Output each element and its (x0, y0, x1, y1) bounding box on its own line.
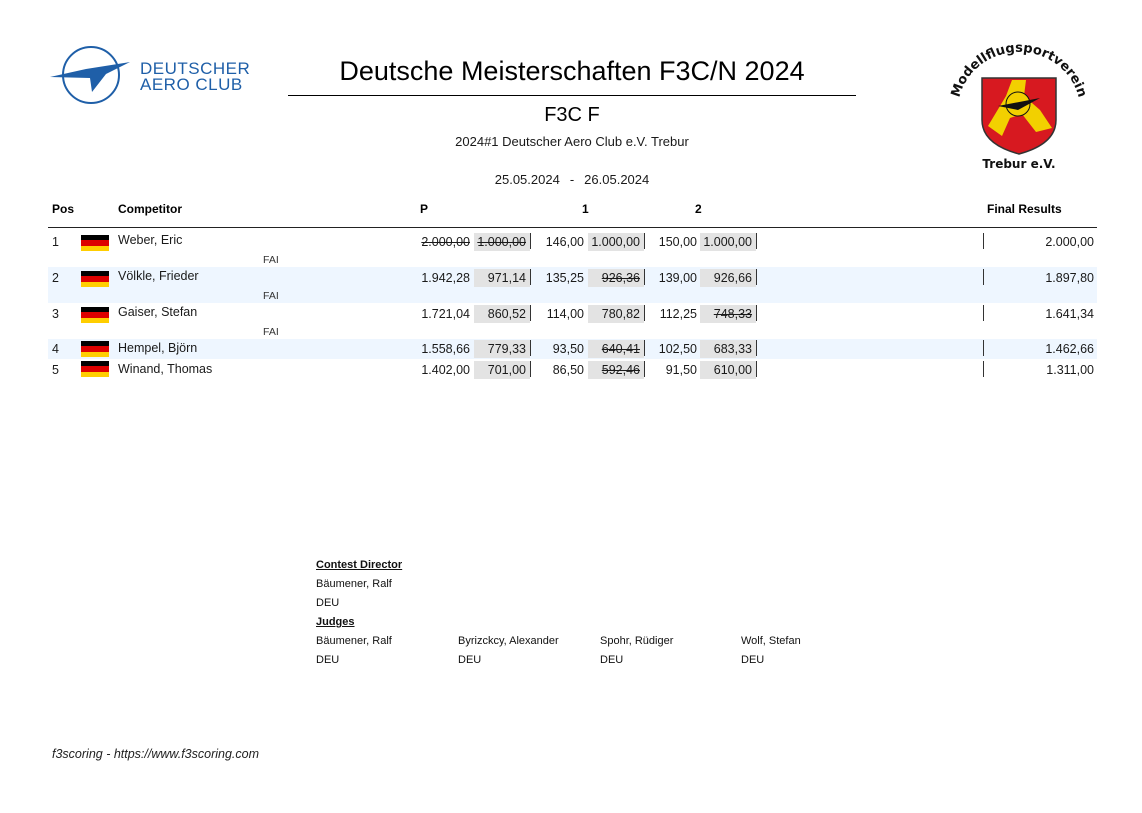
club-crest-icon (944, 40, 1094, 175)
table-row (48, 303, 1097, 339)
competitor-name: Winand, Thomas (118, 362, 213, 376)
r1-raw: 93,50 (552, 342, 584, 356)
contest-director-label: Contest Director (316, 559, 403, 571)
judge-country: DEU (741, 654, 765, 666)
r1-norm: 1.000,00 (588, 233, 644, 251)
r2-norm: 926,66 (700, 269, 756, 287)
table-row (48, 231, 1097, 267)
r2-raw: 91,50 (665, 363, 697, 377)
competitor-fai: FAI (263, 290, 279, 302)
director-name: Bäumener, Ralf (316, 578, 392, 590)
final-result: 1.641,34 (1045, 307, 1094, 321)
title-underline (288, 95, 856, 96)
dac-logo-line1: DEUTSCHER (140, 59, 251, 78)
club-logo-top-text: Modellflugsportverein (948, 40, 1090, 100)
r2-norm: 1.000,00 (700, 233, 756, 251)
date-end: 26.05.2024 (584, 172, 650, 187)
p-norm: 1.000,00 (474, 233, 530, 251)
r2-raw: 112,25 (659, 307, 697, 321)
judge-name: Wolf, Stefan (741, 635, 801, 647)
date-separator: - (569, 172, 575, 187)
germany-flag-icon (81, 341, 109, 357)
r1-norm: 780,82 (588, 305, 644, 323)
row-pos: 5 (52, 363, 59, 377)
judge-country: DEU (458, 654, 482, 666)
final-result: 1.311,00 (1046, 363, 1094, 377)
p-norm: 971,14 (474, 269, 530, 287)
club-logo (944, 40, 1094, 175)
dac-eagle-icon (46, 44, 136, 106)
final-result: 1.462,66 (1045, 342, 1094, 356)
class-title: F3C F (544, 104, 600, 126)
p-norm: 701,00 (474, 361, 530, 379)
row-pos: 3 (52, 307, 59, 321)
r2-norm: 683,33 (700, 340, 756, 358)
header-final: Final Results (987, 202, 1062, 216)
competitor-fai: FAI (263, 326, 279, 338)
r2-norm: 748,33 (700, 305, 756, 323)
r1-norm: 640,41 (588, 340, 644, 358)
germany-flag-icon (81, 361, 109, 377)
r1-raw: 86,50 (552, 363, 584, 377)
p-raw: 1.942,28 (421, 271, 470, 285)
header-competitor: Competitor (118, 202, 182, 216)
footer-credit[interactable]: f3scoring - https://www.f3scoring.com (52, 747, 260, 761)
competitor-name: Hempel, Björn (118, 341, 198, 355)
competitor-name: Gaiser, Stefan (118, 305, 198, 319)
header-round-2: 2 (695, 202, 702, 216)
r1-raw: 114,00 (546, 307, 584, 321)
judges-label-text: Judges (316, 616, 355, 628)
final-result: 1.897,80 (1045, 271, 1094, 285)
germany-flag-icon (81, 307, 109, 323)
page-title: Deutsche Meisterschaften F3C/N 2024 (339, 56, 805, 86)
table-row (48, 339, 1097, 359)
r1-norm: 592,46 (588, 361, 644, 379)
judge-name: Bäumener, Ralf (316, 635, 392, 647)
header-round-1: 1 (582, 202, 589, 216)
row-pos: 4 (52, 342, 59, 356)
final-result: 2.000,00 (1045, 235, 1094, 249)
germany-flag-icon (81, 271, 109, 287)
r1-raw: 135,25 (545, 271, 584, 285)
header-p: P (420, 202, 429, 216)
r2-norm: 610,00 (700, 361, 756, 379)
dac-logo (46, 44, 276, 104)
row-pos: 2 (52, 271, 59, 285)
header-pos: Pos (52, 202, 75, 216)
r1-norm: 926,36 (588, 269, 644, 287)
judge-name: Spohr, Rüdiger (600, 635, 674, 647)
judges-label (316, 616, 355, 628)
judge-country: DEU (316, 654, 340, 666)
r2-raw: 139,00 (658, 271, 697, 285)
officials-block (316, 559, 402, 571)
p-norm: 860,52 (474, 305, 530, 323)
judge-country: DEU (600, 654, 624, 666)
competitor-name: Völkle, Frieder (118, 269, 199, 283)
competitor-name: Weber, Eric (118, 233, 183, 247)
p-norm: 779,33 (474, 340, 530, 358)
judge-name: Byrizckcy, Alexander (458, 635, 559, 647)
r2-raw: 150,00 (658, 235, 697, 249)
date-start: 25.05.2024 (494, 172, 560, 187)
director-country: DEU (316, 597, 340, 609)
header-divider (48, 227, 1097, 228)
club-logo-bottom-text: Trebur e.V. (982, 157, 1056, 171)
germany-flag-icon (81, 235, 109, 251)
competitor-fai: FAI (263, 254, 279, 266)
table-row (48, 267, 1097, 303)
p-raw: 1.558,66 (421, 342, 470, 356)
row-pos: 1 (52, 235, 59, 249)
dac-logo-text (140, 61, 250, 93)
r2-raw: 102,50 (658, 342, 697, 356)
dac-logo-line2: AERO CLUB (140, 75, 243, 94)
p-raw: 1.721,04 (421, 307, 470, 321)
event-line: 2024#1 Deutscher Aero Club e.V. Trebur (455, 134, 689, 149)
event-dates (288, 172, 856, 187)
table-row (48, 360, 1097, 380)
p-raw: 2.000,00 (421, 235, 470, 249)
p-raw: 1.402,00 (421, 363, 470, 377)
r1-raw: 146,00 (545, 235, 584, 249)
